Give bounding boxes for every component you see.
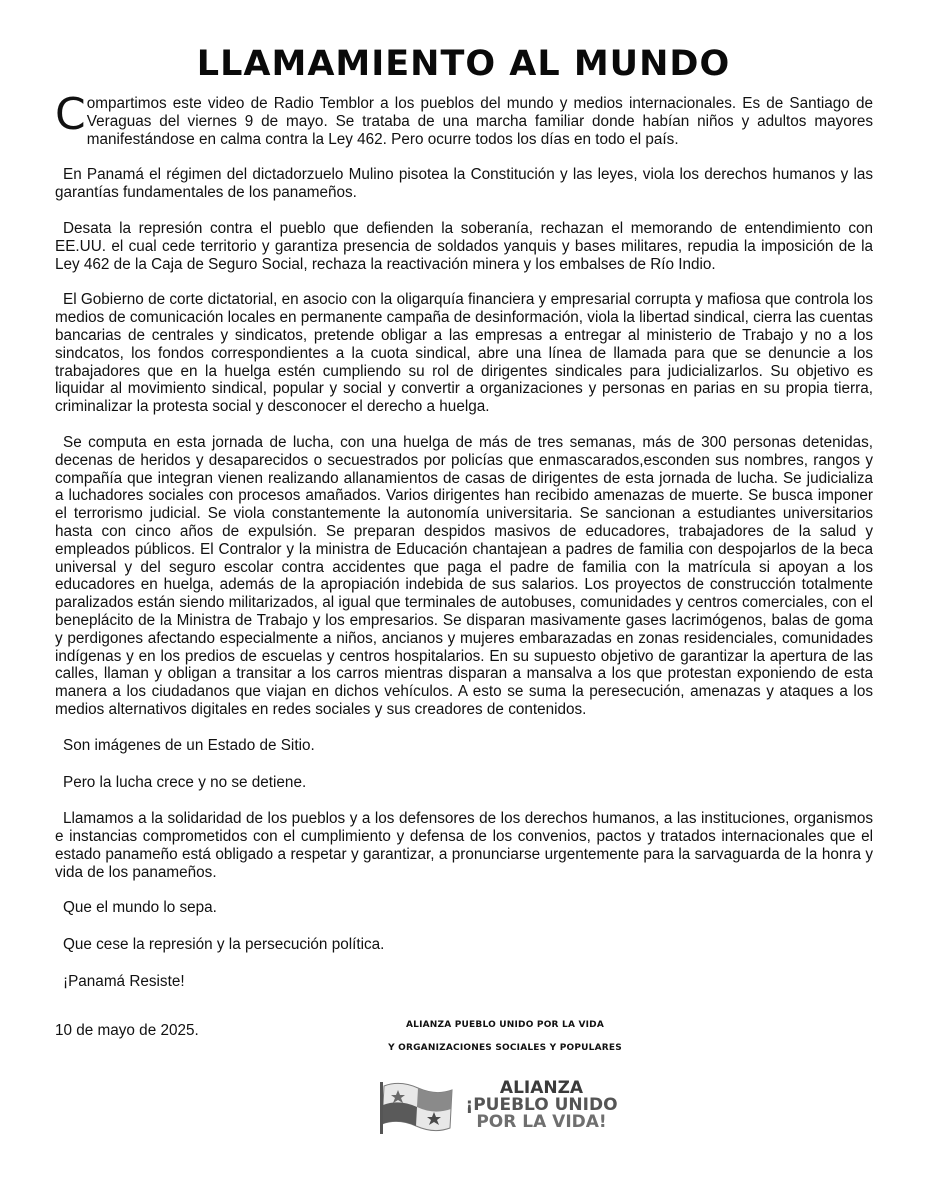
paragraph-4: El Gobierno de corte dictatorial, en asocio con la oligarquía financiera y empresarial corrupta y mafiosa que controla los medios de comunicación locales en permanente campaña de desinformación, viola la libertad sindical, cierra las cuentas bancarias de centrales y sindicatos, pretende obligar a las empresas a entregar al ministerio de Trabajo y no a los sindcatos, los fondos correspondientes a la cuota sindical, abre una línea de llamada para que se denuncie a los trabajadores que en la huelga estén cumpliendo su rol de dirigentes sindicales para judicializarlos. Su objetivo es liquidar al movimiento sindical, popular y social y convertir a organizaciones y personas en parias en su propia tierra, criminalizar la protesta social y desconocer el derecho a huelga. [55, 291, 873, 416]
signature-line-1: ALIANZA PUEBLO UNIDO POR LA VIDA [405, 1020, 605, 1030]
paragraph-7: Pero la lucha crece y no se detiene. [63, 773, 307, 791]
paragraph-9: Que el mundo lo sepa. [63, 899, 217, 917]
document-date: 10 de mayo de 2025. [55, 1022, 199, 1039]
drop-cap: C [55, 89, 86, 140]
paragraph-1-text: ompartimos este video de Radio Temblor a los pueblos del mundo y medios internacionales. Es de Santiago de Veraguas del viernes 9 de mayo. Se trataba de una marcha familiar donde habían niños y adultos mayores manifestándose en calma contra la Ley 462. Pero ocurre todos los días en todo el país. [86, 95, 873, 148]
page-title: LLAMAMIENTO AL MUNDO [196, 44, 731, 84]
document-body [55, 89, 873, 1010]
paragraph-5: Se computa en esta jornada de lucha, con una huelga de más de tres semanas, más de 300 personas detenidas, decenas de heridos y desaparecidos o secuestrados por policías que enmascarados,esconden sus nombres, rangos y compañía que integran vienen realizando allanamientos de casas de dirigentes de esta jornada de lucha. Se judicializa a luchadores sociales con procesos amañados. Varios dirigentes han recibido amenazas de muerte. Se busca imponer el terrorismo judicial. Se viola constantemente la autonomía universitaria. Se sancionan a estudiantes universitarios hasta con cinco años de expulsión. Se preparan despidos masivos de educadores, trabajadores de la salud y empleados públicos. El Contralor y la ministra de Educación chantajean a padres de familia con despojarlos de la beca universal y del seguro escolar contra accidentes que paga el padre de familia con la matrícula si apoyan a los educadores en huelga, además de la apropiación indebida de sus salarios. Los proyectos de construcción totalmente paralizados están siendo militarizados, al igual que terminales de autobuses, comunidades y centros comerciales, con el beneplácito de la Ministra de Trabajo y los empresarios. Se disparan masivamente gases lacrimógenos, balas de goma y perdigones afectando especialmente a niños, ancianos y mujeres embarazadas en zonas residenciales, comunidades indígenas y en los predios de escuelas y centros hospitalarios. En su supuesto objetivo de garantizar la apertura de las calles, llaman y obligan a transitar a los carros mientras disparan a mansalva a los que protestan exponiendo de esta manera a los ciudadanos que viajan en dichos vehículos. A esto se suma la peresecución, amenazas y ataques a los medios alternativos digitales en redes sociales y sus creadores de contenidos. [55, 433, 873, 718]
paragraph-8: Llamamos a la solidaridad de los pueblos y a los defensores de los derechos humanos, a las instituciones, organismos e instancias comprometidos con el cumplimiento y defensa de los convenios, pactos y tratados internacionales que el estado panameño está obligado a respetar y garantizar, a pronunciarse urgentemente para la sarvaguarda de la honra y vida de los panameños. [55, 810, 873, 881]
panama-flag-icon [378, 1078, 458, 1136]
logo-line-3: POR LA VIDA! [476, 1112, 607, 1132]
signature-line-2: Y ORGANIZACIONES SOCIALES Y POPULARES [388, 1043, 622, 1053]
paragraph-6: Son imágenes de un Estado de Sitio. [63, 736, 315, 754]
paragraph-3: Desata la represión contra el pueblo que defienden la soberanía, rechazan el memorando de entendimiento con EE.UU. el cual cede territorio y garantiza presencia de soldados yanquis y bases militares, repudia la imposición de la Ley 462 de la Caja de Seguro Social, rechaza la reactivación minera y los embalses de Río Indio. [55, 219, 873, 273]
alliance-logo [378, 1078, 628, 1138]
paragraph-11: ¡Panamá Resiste! [63, 973, 185, 991]
paragraph-1 [55, 89, 873, 148]
logo-text [454, 1080, 629, 1131]
logo-line-2: ¡PUEBLO UNIDO [465, 1095, 618, 1115]
paragraph-2: En Panamá el régimen del dictadorzuelo Mulino pisotea la Constitución y las leyes, viola los derechos humanos y las garantías fundamentales de los panameños. [55, 166, 873, 202]
paragraph-10: Que cese la represión y la persecución política. [63, 936, 385, 954]
logo-line-1: ALIANZA [499, 1078, 584, 1098]
